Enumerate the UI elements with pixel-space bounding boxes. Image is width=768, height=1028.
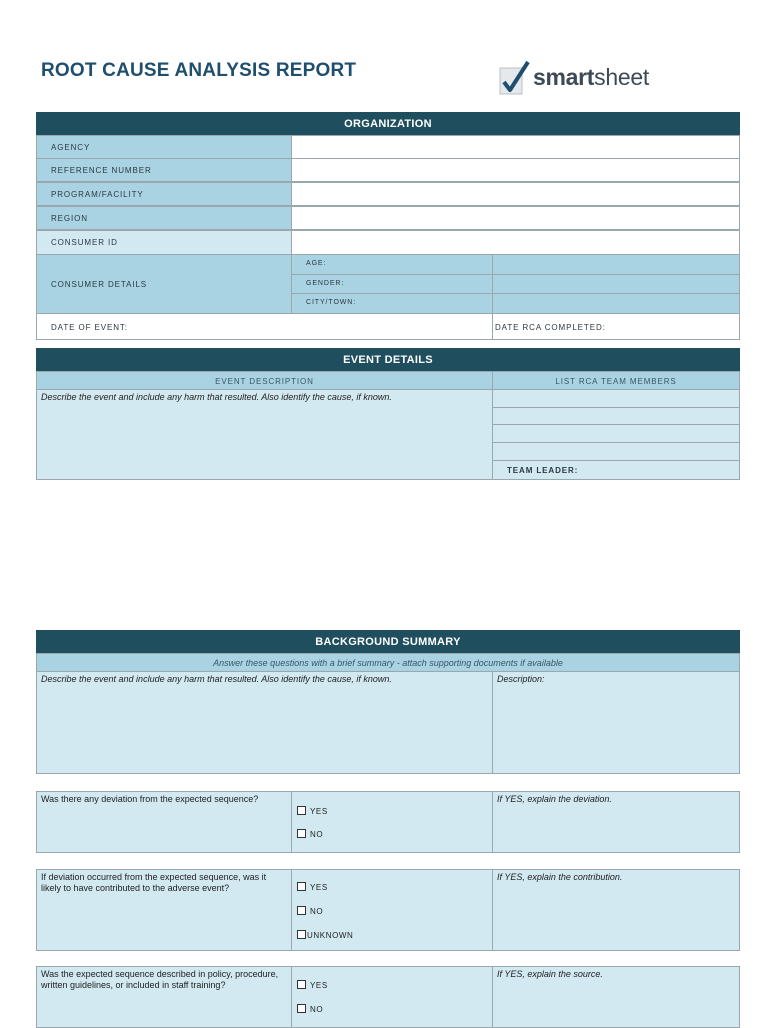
question-1-yes-checkbox[interactable] (297, 806, 306, 815)
background-description-label: Description: (497, 674, 545, 684)
event-description-field[interactable] (36, 389, 493, 480)
age-label: AGE: (306, 260, 327, 267)
question-3-no-label: NO (310, 1005, 324, 1014)
event-description-prompt: Describe the event and include any harm that resulted. Also identify the cause, if known. (41, 392, 392, 402)
age-label-cell (291, 254, 493, 275)
question-2-options (291, 869, 493, 951)
team-members-col-header (492, 371, 740, 390)
team-member-field-2[interactable] (492, 407, 740, 425)
background-summary-header: BACKGROUND SUMMARY (36, 630, 740, 654)
event-description-col-label: EVENT DESCRIPTION (215, 377, 314, 386)
organization-header: ORGANIZATION (36, 112, 740, 136)
consumer-id-label-cell (36, 230, 292, 255)
question-2-no-label: NO (310, 907, 324, 916)
event-details-header: EVENT DETAILS (36, 348, 740, 372)
question-3-no-checkbox[interactable] (297, 1004, 306, 1013)
program-facility-field[interactable] (291, 182, 740, 206)
date-of-event-field[interactable] (36, 313, 493, 340)
date-rca-completed-label: DATE RCA COMPLETED: (495, 323, 606, 332)
reference-number-label-cell (36, 158, 292, 182)
gender-label: GENDER: (306, 280, 345, 287)
program-facility-label: PROGRAM/FACILITY (51, 190, 144, 199)
question-3-text: Was the expected sequence described in policy, procedure, written guidelines, or included in staff training? (41, 969, 279, 990)
team-member-field-1[interactable] (492, 389, 740, 408)
smartsheet-logo (498, 60, 668, 98)
gender-label-cell (291, 274, 493, 294)
team-member-field-4[interactable] (492, 442, 740, 461)
reference-number-field[interactable] (291, 158, 740, 182)
agency-label-cell (36, 135, 292, 159)
question-2-explain-label: If YES, explain the contribution. (497, 872, 623, 882)
agency-field[interactable] (291, 135, 740, 159)
region-field[interactable] (291, 206, 740, 230)
question-2-yes-checkbox[interactable] (297, 882, 306, 891)
question-1-text: Was there any deviation from the expected sequence? (41, 794, 259, 804)
background-description-field[interactable] (492, 671, 740, 774)
region-label-cell (36, 206, 292, 230)
team-member-field-3[interactable] (492, 424, 740, 443)
question-3-explain-field[interactable] (492, 966, 740, 1028)
date-rca-completed-field[interactable] (492, 313, 740, 340)
logo-wordmark: smartsheet (533, 64, 649, 90)
consumer-id-label: CONSUMER ID (51, 238, 118, 247)
program-facility-label-cell (36, 182, 292, 206)
question-1-explain-field[interactable] (492, 791, 740, 853)
question-1-no-label: NO (310, 830, 324, 839)
team-members-col-label: LIST RCA TEAM MEMBERS (555, 377, 677, 386)
question-2-explain-field[interactable] (492, 869, 740, 951)
reference-number-label: REFERENCE NUMBER (51, 166, 152, 175)
question-1-explain-label: If YES, explain the deviation. (497, 794, 612, 804)
city-town-label: CITY/TOWN: (306, 299, 357, 306)
question-2-unknown-checkbox[interactable] (297, 930, 306, 939)
consumer-details-label-cell (36, 254, 292, 314)
date-of-event-label: DATE OF EVENT: (51, 323, 128, 332)
question-2-text: If deviation occurred from the expected sequence, was it likely to have contributed to the adverse event? (41, 872, 267, 893)
event-description-col-header (36, 371, 493, 390)
gender-field[interactable] (492, 274, 740, 294)
question-2-yes-label: YES (310, 883, 328, 892)
question-2-cell (36, 869, 292, 951)
background-event-field[interactable] (36, 671, 493, 774)
consumer-id-field[interactable] (291, 230, 740, 255)
question-1-yes-label: YES (310, 807, 328, 816)
age-field[interactable] (492, 254, 740, 275)
team-leader-label: TEAM LEADER: (507, 466, 579, 475)
checkmark-icon (498, 60, 532, 98)
question-1-options (291, 791, 493, 853)
city-town-label-cell (291, 293, 493, 314)
question-2-unknown-label: UNKNOWN (307, 931, 354, 940)
page-title: ROOT CAUSE ANALYSIS REPORT (41, 60, 357, 81)
question-2-no-checkbox[interactable] (297, 906, 306, 915)
city-town-field[interactable] (492, 293, 740, 314)
background-subheading: Answer these questions with a brief summary - attach supporting documents if available (213, 658, 563, 668)
agency-label: AGENCY (51, 143, 91, 152)
background-subheader (36, 653, 740, 672)
team-leader-field[interactable] (492, 460, 740, 480)
question-3-options (291, 966, 493, 1028)
question-3-cell (36, 966, 292, 1028)
question-3-explain-label: If YES, explain the source. (497, 969, 603, 979)
question-3-yes-checkbox[interactable] (297, 980, 306, 989)
question-3-yes-label: YES (310, 981, 328, 990)
background-prompt: Describe the event and include any harm that resulted. Also identify the cause, if known. (41, 674, 392, 684)
region-label: REGION (51, 214, 88, 223)
question-1-no-checkbox[interactable] (297, 829, 306, 838)
consumer-details-label: CONSUMER DETAILS (51, 280, 148, 289)
question-1-cell (36, 791, 292, 853)
